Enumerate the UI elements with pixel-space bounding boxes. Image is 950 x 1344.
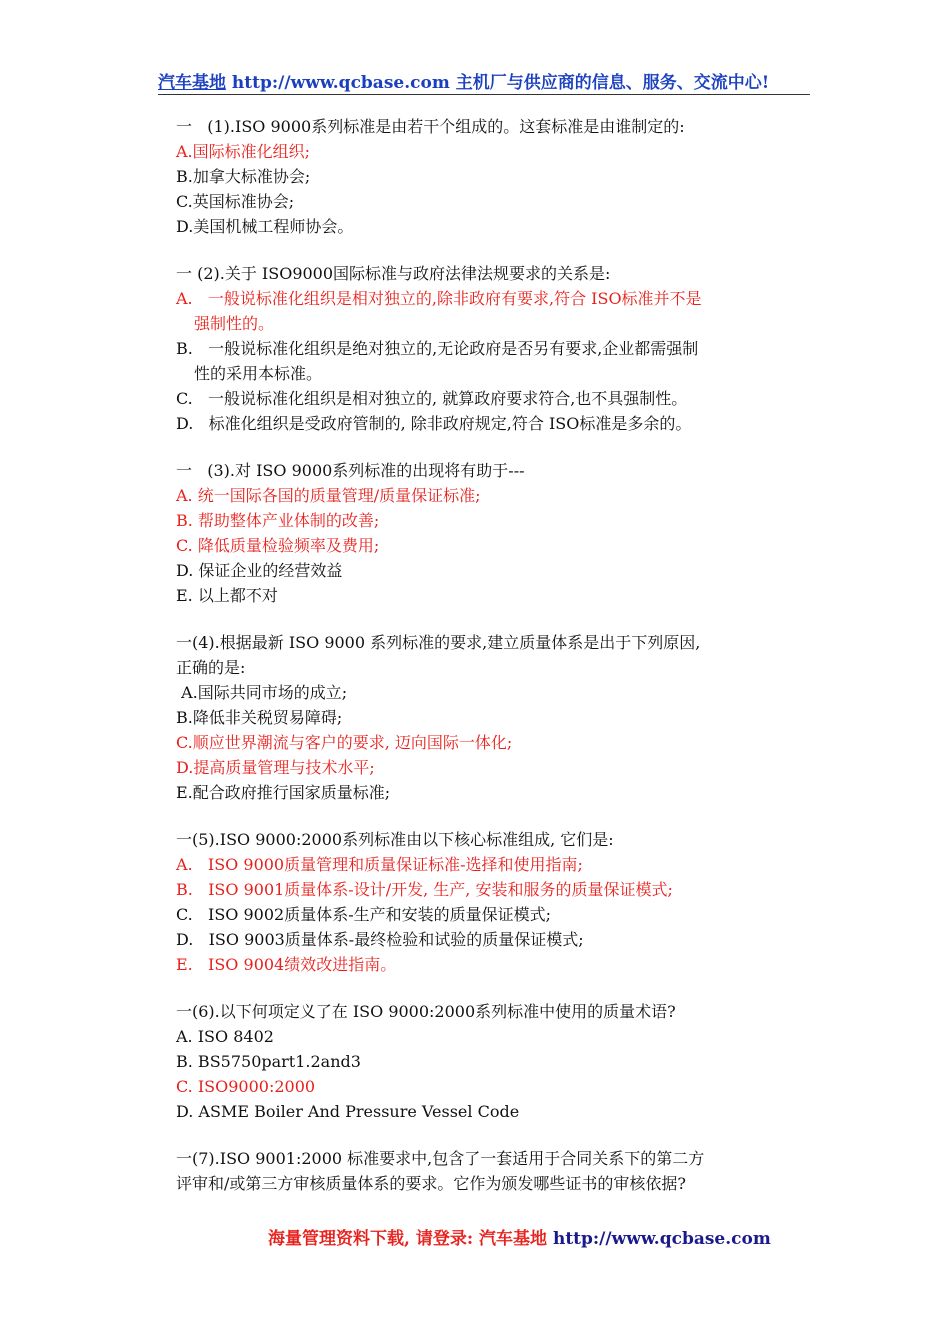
option-line: A. ISO 8402 [176,1027,274,1046]
header-url[interactable]: http://www.qcbase.com [231,73,450,93]
option-line: 性的采用本标准。 [194,364,323,383]
option-line: C. ISO9000:2000 [176,1077,316,1096]
option-line: C. 一般说标准化组织是相对独立的, 就算政府要求符合,也不具强制性。 [176,389,688,408]
question-text: 一(4).根据最新 ISO 9000 系列标准的要求,建立质量体系是出于下列原因, [176,633,701,652]
option-line: D. ISO 9003质量体系-最终检验和试验的质量保证模式; [176,930,584,949]
question-text: 一(7).ISO 9001:2000 标准要求中,包含了一套适用于合同关系下的第二方 [176,1149,705,1168]
option-line: B.加拿大标准协会; [176,167,311,186]
option-line: D.美国机械工程师协会。 [176,217,354,236]
option-line: A. 一般说标准化组织是相对独立的,除非政府有要求,符合 ISO标准并不是 [176,289,702,308]
option-line: D. 标准化组织是受政府管制的, 除非政府规定,符合 ISO标准是多余的。 [176,414,692,433]
header-tagline: 主机厂与供应商的信息、服务、交流中心! [455,73,770,93]
question-text: 一(5).ISO 9000:2000系列标准由以下核心标准组成, 它们是: [176,830,614,849]
option-line: B. 帮助整体产业体制的改善; [176,511,380,530]
question-block [176,458,816,608]
option-line: C. ISO 9002质量体系-生产和安装的质量保证模式; [176,905,552,924]
question-block [176,1146,816,1196]
option-line: 强制性的。 [194,314,275,333]
option-line: E.配合政府推行国家质量标准; [176,783,391,802]
option-line: A. 统一国际各国的质量管理/质量保证标准; [176,486,481,505]
option-line: 正确的是: [176,658,246,677]
option-line: C.英国标准协会; [176,192,295,211]
question-list [176,114,816,1218]
page-header [158,68,810,95]
question-block [176,261,816,436]
question-text: 一(6).以下何项定义了在 ISO 9000:2000系列标准中使用的质量术语? [176,1002,676,1021]
footer-url[interactable]: http://www.qcbase.com [552,1229,771,1249]
question-text: 一 (1).ISO 9000系列标准是由若干个组成的。这套标准是由谁制定的: [176,117,685,136]
page-footer [268,1224,771,1249]
option-line: 评审和/或第三方审核质量体系的要求。它作为颁发哪些证书的审核依据? [176,1174,686,1193]
option-line: E. ISO 9004绩效改进指南。 [176,955,397,974]
footer-prefix: 海量管理资料下载, 请登录: [268,1229,480,1249]
question-block [176,999,816,1124]
option-line: D. 保证企业的经营效益 [176,561,343,580]
option-line: D.提高质量管理与技术水平; [176,758,375,777]
option-line: E. 以上都不对 [176,586,278,605]
question-block [176,630,816,805]
question-block [176,827,816,977]
footer-site-link[interactable]: 汽车基地 [479,1229,548,1249]
option-line: C.顺应世界潮流与客户的要求, 迈向国际一体化; [176,733,513,752]
option-line: D. ASME Boiler And Pressure Vessel Code [176,1102,520,1121]
question-text: 一 (2).关于 ISO9000国际标准与政府法律法规要求的关系是: [176,264,611,283]
option-line: B. ISO 9001质量体系-设计/开发, 生产, 安装和服务的质量保证模式; [176,880,673,899]
option-line: C. 降低质量检验频率及费用; [176,536,380,555]
option-line: A.国际标准化组织; [176,142,311,161]
question-text: 一 (3).对 ISO 9000系列标准的出现将有助于--- [176,461,525,480]
option-line: B. BS5750part1.2and3 [176,1052,361,1071]
question-block [176,114,816,239]
option-line: A. ISO 9000质量管理和质量保证标准-选择和使用指南; [176,855,583,874]
header-site-link[interactable]: 汽车基地 [158,73,226,93]
option-line: A.国际共同市场的成立; [176,683,348,702]
option-line: B.降低非关税贸易障碍; [176,708,343,727]
option-line: B. 一般说标准化组织是绝对独立的,无论政府是否另有要求,企业都需强制 [176,339,699,358]
